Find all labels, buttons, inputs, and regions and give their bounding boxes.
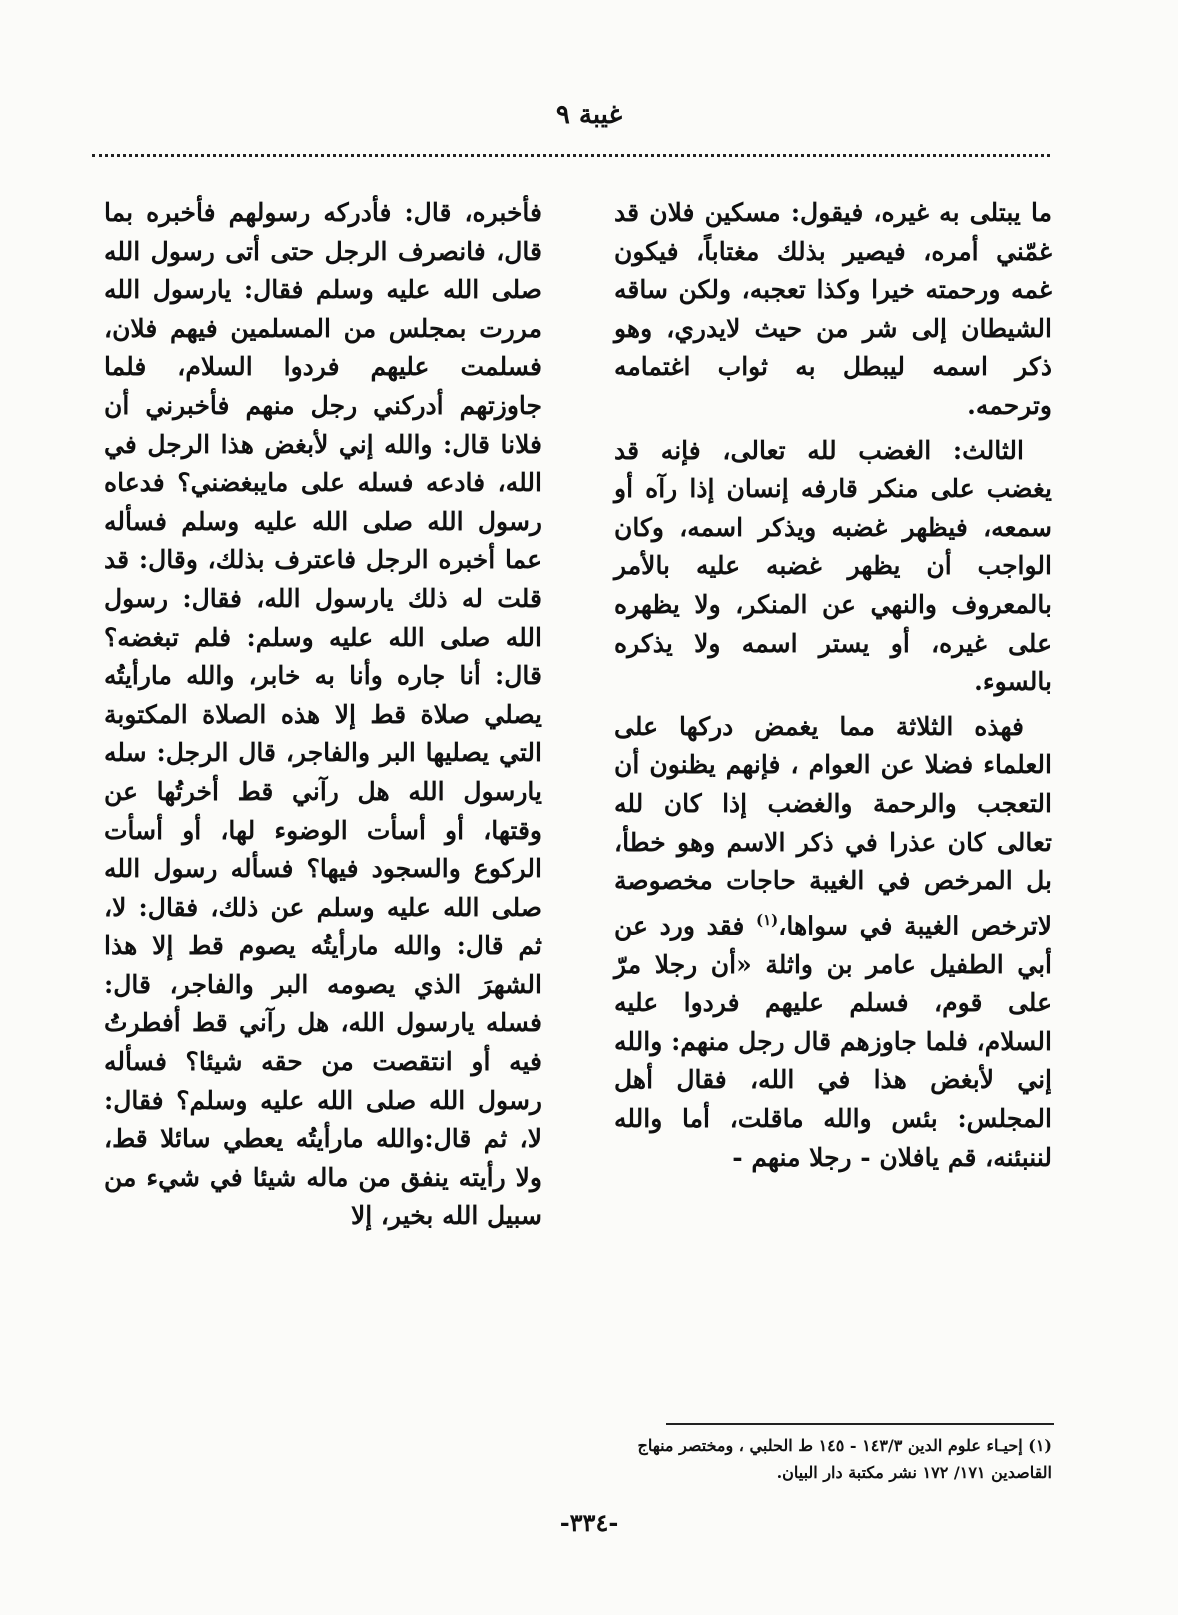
footnote-reference: (١) (756, 910, 779, 929)
paragraph-3-after-ref: فقد ورد عن أبي الطفيل عامر بن واثلة «أن رجلا مرّ على قوم، فسلم عليهم فردوا عليه السلام، فلما جاوزهم قال رجل منهم: والله إني لأبغض هذا في الله، فقال أهل المجلس: بئس والله ماقلت، أما والله لننبئنه، قم يافلان - رجلا منهم - (614, 911, 1052, 1172)
header-dotted-rule (92, 154, 1050, 157)
paragraph-3 (614, 708, 1052, 1177)
page-number: -٣٣٤- (559, 1508, 619, 1537)
paragraph-4: فأخبره، قال: فأدركه رسولهم فأخبره بما قال، فانصرف الرجل حتى أتى رسول الله صلى الله عليه وسلم فقال: يارسول الله مررت بمجلس من المسلمين فيهم فلان، فسلمت عليهم فردوا السلام، فلما جاوزتهم أدركني رجل منهم فأخبرني أن فلانا قال: والله إني لأبغض هذا الرجل في الله، فادعه فسله على مايبغضني؟ فدعاه رسول الله صلى الله عليه وسلم فسأله عما أخبره الرجل فاعترف بذلك، وقال: قد قلت له ذلك يارسول الله، فقال: رسول الله صلى الله عليه وسلم: فلم تبغضه؟ قال: أنا جاره وأنا به خابر، والله مارأيتُه يصلي صلاة قط إلا هذه الصلاة المكتوبة التي يصليها البر والفاجر، قال الرجل: سله يارسول الله هل رآني قط أخرتُها عن وقتها، أو أسأت الوضوء لها، أو أسأت الركوع والسجود فيها؟ فسأله رسول الله صلى الله عليه وسلم عن ذلك، فقال: لا، ثم قال: والله مارأيتُه يصوم قط إلا هذا الشهرَ الذي يصومه البر والفاجر، قال: فسله يارسول الله، هل رآني قط أفطرتُ فيه أو انتقصت من حقه شيئا؟ فسأله رسول الله صلى الله عليه وسلم؟ فقال: لا، ثم قال:والله مارأيتُه يعطي سائلا قط، ولا رأيته ينفق من ماله شيئا في شيء من سبيل الله بخير، إلا (104, 198, 542, 1231)
paragraph-2: الثالث: الغضب لله تعالى، فإنه قد يغضب على منكر قارفه إنسان إذا رآه أو سمعه، فيظهر غضبه ويذكر اسمه، وكان الواجب أن يظهر غضبه عليه بالأمر بالمعروف والنهي عن المنكر، ولا يظهره على غيره، أو يستر اسمه ولا يذكره بالسوء. (614, 435, 1052, 697)
right-text-column (614, 194, 1052, 1183)
left-text-column (104, 194, 542, 1242)
running-header-title: غيبة ٩ (555, 100, 623, 130)
paragraph-3-before-ref: فهذه الثلاثة مما يغمض دركها على العلماء فضلا عن العوام ، فإنهم يظنون أن التعجب والرحمة والغضب إذا كان لله تعالى كان عذرا في ذكر الاسم وهو خطأ، بل المرخص في الغيبة حاجات مخصوصة لاترخص الغيبة في سواها، (614, 711, 1052, 941)
footnote: (١) إحيـاء علوم الدين ١٤٣/٣ - ١٤٥ ط الحلبي ، ومختصر منهاج القاصدين ١٧١/ ١٧٢ نشر مكتبة دار البيان. (637, 1436, 1052, 1482)
paragraph-1: ما يبتلى به غيره، فيقول: مسكين فلان قد غمّني أمره، فيصير بذلك مغتاباً، فيكون غمه ورحمته خيرا وكذا تعجبه، ولكن ساقه الشيطان إلى شر من حيث لايدري، وهو ذكر اسمه ليبطل به ثواب اغتمامه وترحمه. (614, 198, 1052, 420)
footnote-rule (666, 1423, 1054, 1425)
